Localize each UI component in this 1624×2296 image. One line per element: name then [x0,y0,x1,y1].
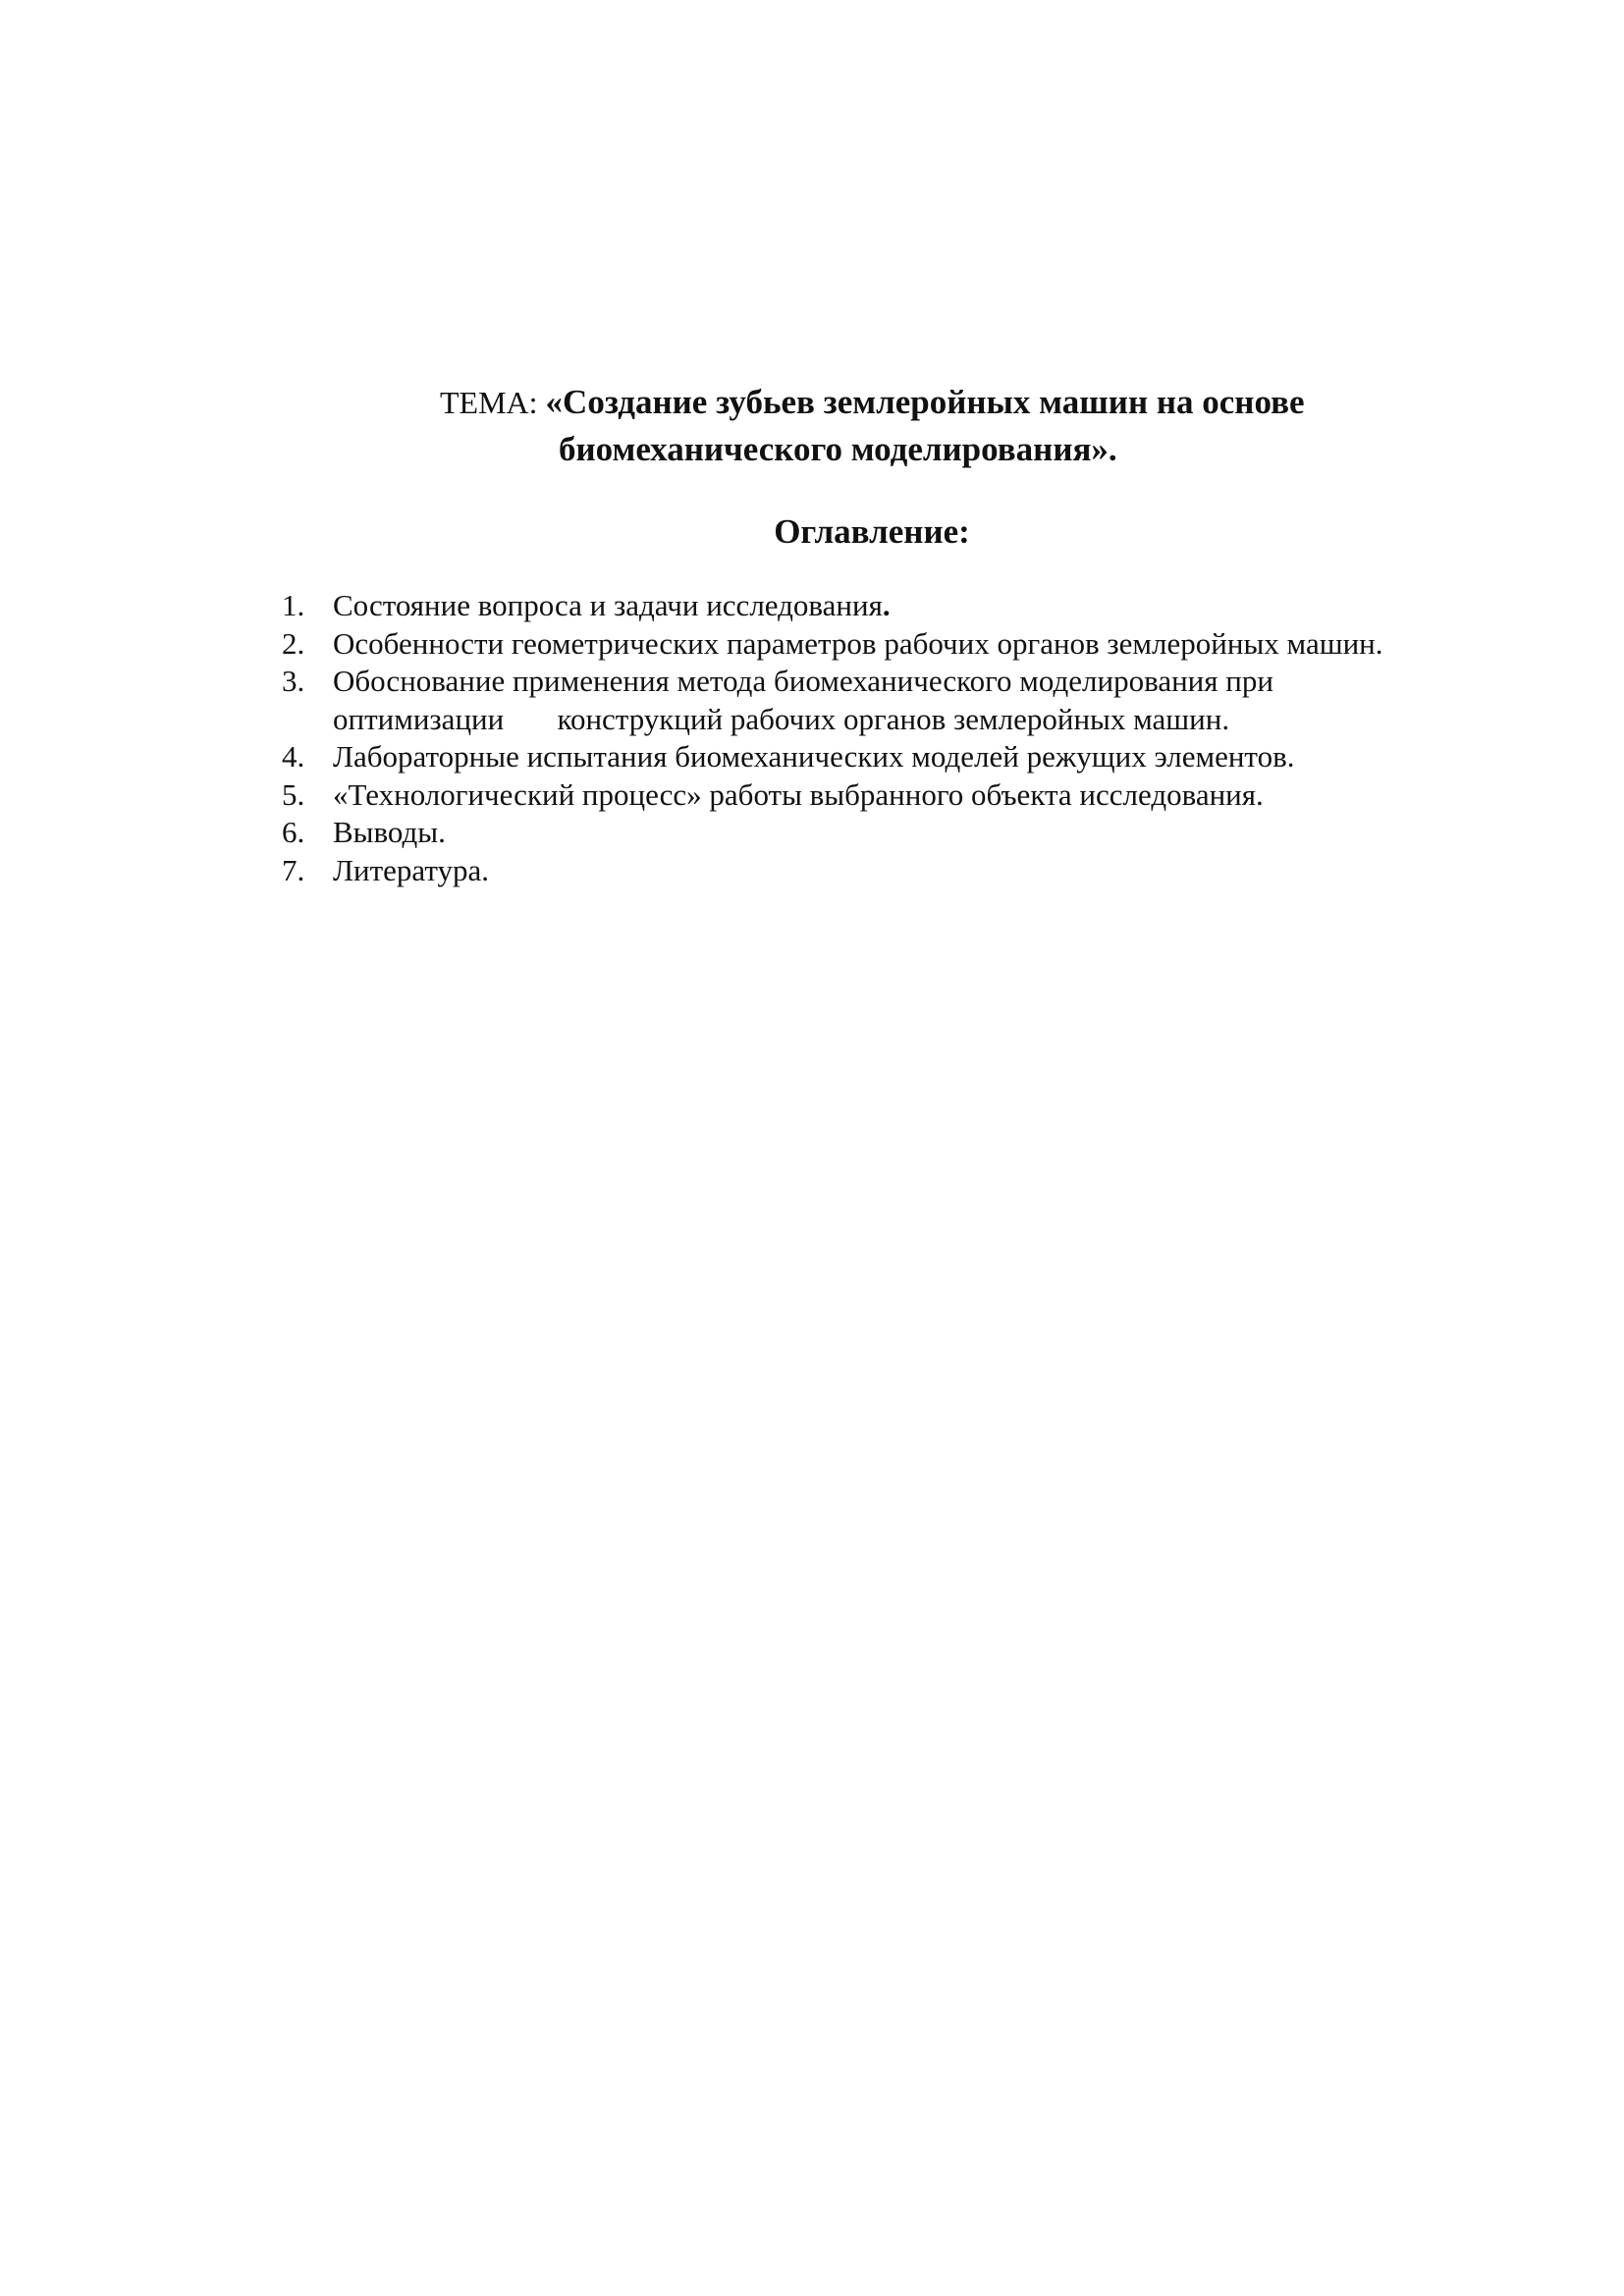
toc-item-text: Обоснование применения метода биомеханического моделирования при [333,664,1273,698]
topic-line [440,381,1305,431]
toc-item-text: Особенности геометрических параметров рабочих органов землеройных машин. [333,625,1383,661]
toc-item-text: Состояние вопроса и задачи исследования [333,588,883,622]
toc-item-number: 7. [282,852,305,887]
topic-title-line2: биомеханического моделирования». [559,430,1117,468]
toc-item-text: «Технологический процесс» работы выбранного объекта исследования. [333,776,1264,812]
toc-item-text: Лабораторные испытания биомеханических моделей режущих элементов. [333,739,1295,774]
toc-item-number: 5. [282,776,305,812]
toc-item-number: 2. [282,625,305,661]
toc-item-text: Литература. [333,852,490,887]
toc-item [282,814,1383,852]
toc-list [282,587,1383,889]
toc-item-suffix: . [882,588,891,622]
toc-item-text: Выводы. [333,815,446,849]
toc-heading: Оглавление: [774,512,970,551]
toc-item [282,776,1383,815]
toc-item [282,587,1383,625]
toc-item-number: 1. [282,588,305,622]
toc-item [282,625,1383,664]
toc-item [282,852,1383,890]
toc-item-continuation: оптимизации конструкций рабочих органов землеройных машин. [333,701,1230,736]
toc-item-number: 6. [282,815,305,849]
toc-item [282,738,1383,776]
toc-item [282,663,1383,738]
topic-prefix: ТЕМА: [440,385,546,420]
topic-title-line1: «Создание зубьев землеройных машин на основе [545,383,1305,421]
toc-item-number: 4. [282,739,305,774]
toc-item-number: 3. [282,664,305,698]
